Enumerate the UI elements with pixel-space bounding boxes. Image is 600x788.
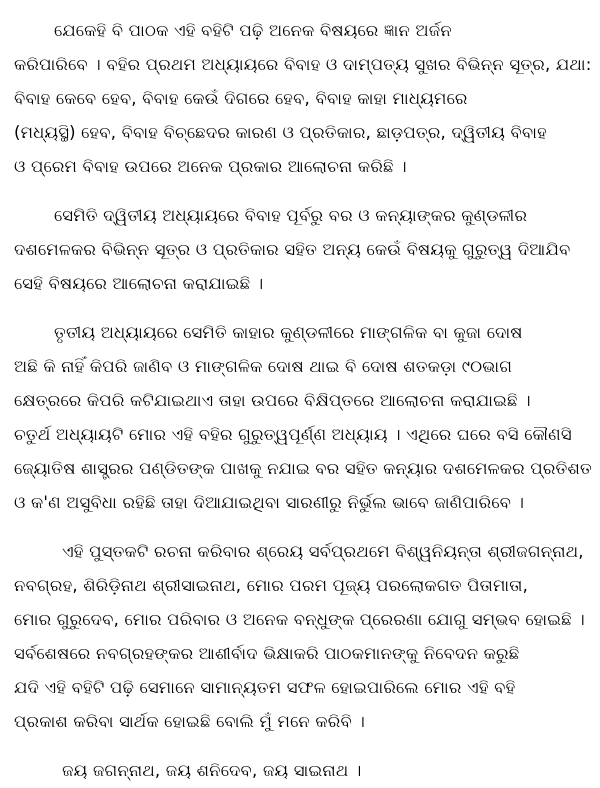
text-line: ଅଛି କି ନାହିଁ କିପରି ଜାଣିବ ଓ ମାଙ୍ଗଳିକ ଦୋଷ ଥାଇ ବି ଦୋଷ ଶତକଡ଼ା ୯୦ଭାଗ	[14, 357, 513, 376]
text-line: ତୃତୀୟ ଅଧ୍ୟାୟରେ ସେମିତି କାହାର କୁଣ୍ଡଳୀରେ ମାଙ୍ଗଳିକ ବା କୁଜା ଦୋଷ	[54, 323, 523, 342]
text-line: ସର୍ବଶେଷରେ ନବଗ୍ରହଙ୍କର ଆଶୀର୍ବାଦ ଭିକ୍ଷାକରି ପାଠକମାନଙ୍କୁ ନିବେଦନ କରୁଛି	[14, 644, 520, 663]
text-line: ଯେକେହି ବି ପାଠକ ଏହି ବହିଟି ପଢ଼ି ଅନେକ ବିଷୟରେ ଜ୍ଞାନ ଅର୍ଜନ	[54, 21, 452, 40]
paragraph-second-chapter	[14, 199, 586, 301]
text-line: ଦଶମେଳକର ବିଭିନ୍ନ ସୂତ୍ର ଓ ପ୍ରତିକାର ସହିତ ଅନ୍ୟ କେଉଁ ବିଷୟକୁ ଗୁରୁତ୍ୱ ଦିଆଯିବ	[14, 240, 571, 259]
text-line: ମୋର ଗୁରୁଦେବ, ମୋର ପରିବାର ଓ ଅନେକ ବନ୍ଧୁଙ୍କ ପ୍ରେରଣା ଯୋଗୁ ସମ୍ଭବ ହୋଇଛି ।	[14, 610, 585, 629]
paragraph-closing-salutation	[14, 754, 586, 788]
text-line: ଯଦି ଏହି ବହିଟି ପଢ଼ି ସେମାନେ ସାମାନ୍ୟତମ ସଫଳ ହୋଇପାରିଲେ ମୋର ଏହି ବହି	[14, 678, 516, 697]
text-line: ଜ୍ୟୋତିଷ ଶାସ୍ତ୍ରର ପଣ୍ଡିତଙ୍କ ପାଖକୁ ନଯାଇ ବର ସହିତ କନ୍ୟାର ଦଶମେଳକର ପ୍ରତିଶତ	[14, 459, 592, 478]
paragraph-third-chapter	[14, 316, 586, 418]
text-line: ସେମିତି ଦ୍ୱିତୀୟ ଅଧ୍ୟାୟରେ ବିବାହ ପୂର୍ବରୁ ବର ଓ କନ୍ୟାଙ୍କର କୁଣ୍ଡଳୀର	[54, 206, 528, 225]
text-line: ଓ କ'ଣ ଅସୁବିଧା ରହିଛି ତାହା ଦିଆଯାଇଥିବା ସାରଣୀରୁ ନିର୍ଭୁଲ ଭାବେ ଜାଣିପାରିବେ ।	[14, 493, 525, 512]
paragraph-acknowledgement	[14, 535, 586, 739]
text-line: (ମଧ୍ୟସ୍ଥି) ହେବ, ବିବାହ ବିଚ୍ଛେଦର କାରଣ ଓ ପ୍ରତିକାର, ଛାଡ଼ପତ୍ର, ଦ୍ୱିତୀୟ ବିବାହ	[14, 123, 547, 142]
text-line: ନବଗ୍ରହ, ଶିରିଡ଼ିନାଥ ଶ୍ରୀସାଇନାଥ, ମୋର ପରମ ପୂଜ୍ୟ ପରଲୋକଗତ ପିତାମାତା,	[14, 576, 529, 595]
text-line: ସେହି ବିଷୟରେ ଆଲୋଚନା କରାଯାଇଛି ।	[14, 274, 264, 293]
text-line: ବିବାହ କେବେ ହେବ, ବିବାହ କେଉଁ ଦିଗରେ ହେବ, ବିବାହ କାହା ମାଧ୍ୟମରେ	[14, 89, 468, 108]
paragraph-introduction	[14, 14, 592, 184]
text-line: କ୍ଷେତ୍ରରେ କିପରି କଟିଯାଇଥାଏ ତାହା ଉପରେ ବିକ୍ଷିପ୍ତରେ ଆଲୋଚନା କରାଯାଇଛି ।	[14, 391, 531, 410]
text-line: ଏହି ପୁସ୍ତକଟି ରଚନା କରିବାର ଶ୍ରେୟ ସର୍ବପ୍ରଥମେ ବିଶ୍ୱନିୟନ୍ତା ଶ୍ରୀଜଗନ୍ନାଥ,	[62, 542, 584, 561]
text-line: ପ୍ରକାଶ କରିବା ସାର୍ଥକ ହୋଇଛି ବୋଲି ମୁଁ ମନେ କରିବି ।	[14, 712, 365, 731]
text-line: ଓ ପ୍ରେମ ବିବାହ ଉପରେ ଅନେକ ପ୍ରକାର ଆଲୋଚନା କରିଛି ।	[14, 157, 407, 176]
paragraph-fourth-chapter	[14, 418, 592, 520]
text-line: ଜୟ ଜଗନ୍ନାଥ, ଜୟ ଶନିଦେବ, ଜୟ ସାଇନାଥ ।	[62, 761, 362, 780]
text-line: ଚତୁର୍ଥ ଅଧ୍ୟାୟଟି ମୋର ଏହି ବହିର ଗୁରୁତ୍ୱପୂର୍ଣ୍ଣ ଅଧ୍ୟାୟ । ଏଥିରେ ଘରେ ବସି କୌଣସି	[14, 425, 572, 444]
text-line: କରିପାରିବେ । ବହିର ପ୍ରଥମ ଅଧ୍ୟାୟରେ ବିବାହ ଓ ଦାମ୍ପତ୍ୟ ସୁଖର ବିଭିନ୍ନ ସୂତ୍ର, ଯଥା:	[14, 55, 592, 74]
